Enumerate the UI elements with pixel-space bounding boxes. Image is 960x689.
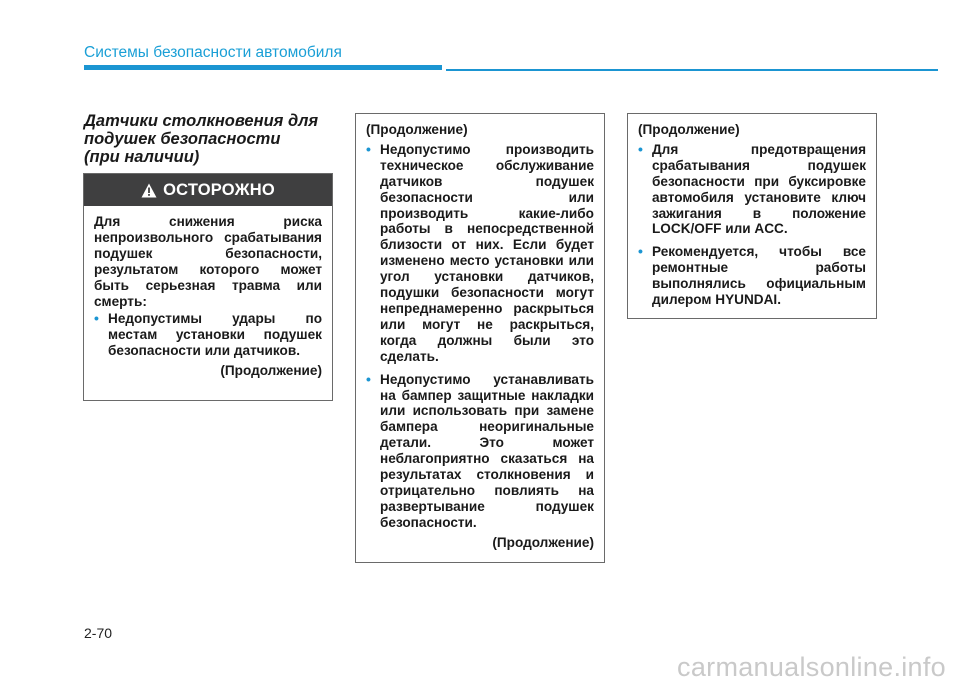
- page-number: 2-70: [84, 625, 113, 641]
- continued-label: (Продолжение): [220, 363, 322, 379]
- warning-header: [84, 174, 332, 206]
- continued-label: (Продолжение): [492, 534, 594, 550]
- continued-box-2: [355, 113, 605, 563]
- bullet-icon: •: [366, 140, 371, 157]
- list-item: [366, 142, 594, 365]
- section-header-title: Системы безопасности автомобиля: [84, 44, 342, 61]
- bullet-text: Недопустимы удары по местам установки подушек безопасности или датчиков.: [108, 311, 322, 359]
- box-3-bullet-list: [638, 142, 866, 308]
- bullet-icon: •: [638, 140, 643, 157]
- box-2-bullet-list: [366, 142, 594, 531]
- bullet-text: Недопустимо производить техническое обслуживание датчиков подушек безопасности или производить какие-либо работы в непосредственной близости от них. Если будет изменено место установки или угол установки датчиков, подушки безопасности могут непреднамеренно раскрыться или могут не раскрыться, когда должны были это сделать.: [380, 141, 594, 364]
- continued-box-3: [627, 113, 877, 319]
- heading-line-2: подушек безопасности: [84, 130, 281, 148]
- list-item: [94, 311, 322, 359]
- list-item: [638, 142, 866, 237]
- bullet-text: Недопустимо устанавливать на бампер защитные накладки или использовать при замене бампера неоригинальные детали. Это может неблагоприятно сказаться на результатах столкновения и отрицательно повлиять на развертывание подушек безопасности.: [380, 371, 594, 530]
- bullet-icon: •: [366, 370, 371, 387]
- watermark: carmanualsonline.info: [677, 652, 946, 682]
- warning-content: [84, 206, 332, 385]
- list-item: [638, 244, 866, 308]
- warning-title: ОСТОРОЖНО: [163, 180, 275, 199]
- list-item: [366, 372, 594, 531]
- heading-line-3: (при наличии): [84, 148, 200, 166]
- continued-label: (Продолжение): [366, 122, 468, 137]
- continued-label: (Продолжение): [638, 122, 740, 137]
- box-2-content: [356, 114, 604, 557]
- page-heading: [84, 112, 334, 166]
- header-divider-line: [446, 69, 938, 71]
- bullet-icon: •: [94, 310, 99, 327]
- warning-triangle-icon: [141, 183, 157, 198]
- bullet-icon: •: [638, 243, 643, 260]
- heading-line-1: Датчики столкновения для: [84, 112, 319, 130]
- warning-bullet-list: [94, 311, 322, 359]
- warning-intro: Для снижения риска непроизвольного срабатывания подушек безопасности, результатом которого может быть серьезная травма или смерть:: [94, 214, 322, 309]
- bullet-text: Рекомендуется, чтобы все ремонтные работы выполнялись официальным дилером HYUNDAI.: [652, 244, 866, 308]
- header-accent-bar: [84, 65, 442, 70]
- warning-box: [83, 173, 333, 401]
- box-3-content: [628, 114, 876, 314]
- bullet-text: Для предотвращения срабатывания подушек безопасности при буксировке автомобиля установите ключ зажигания в положение LOCK/OFF или ACC.: [652, 141, 866, 237]
